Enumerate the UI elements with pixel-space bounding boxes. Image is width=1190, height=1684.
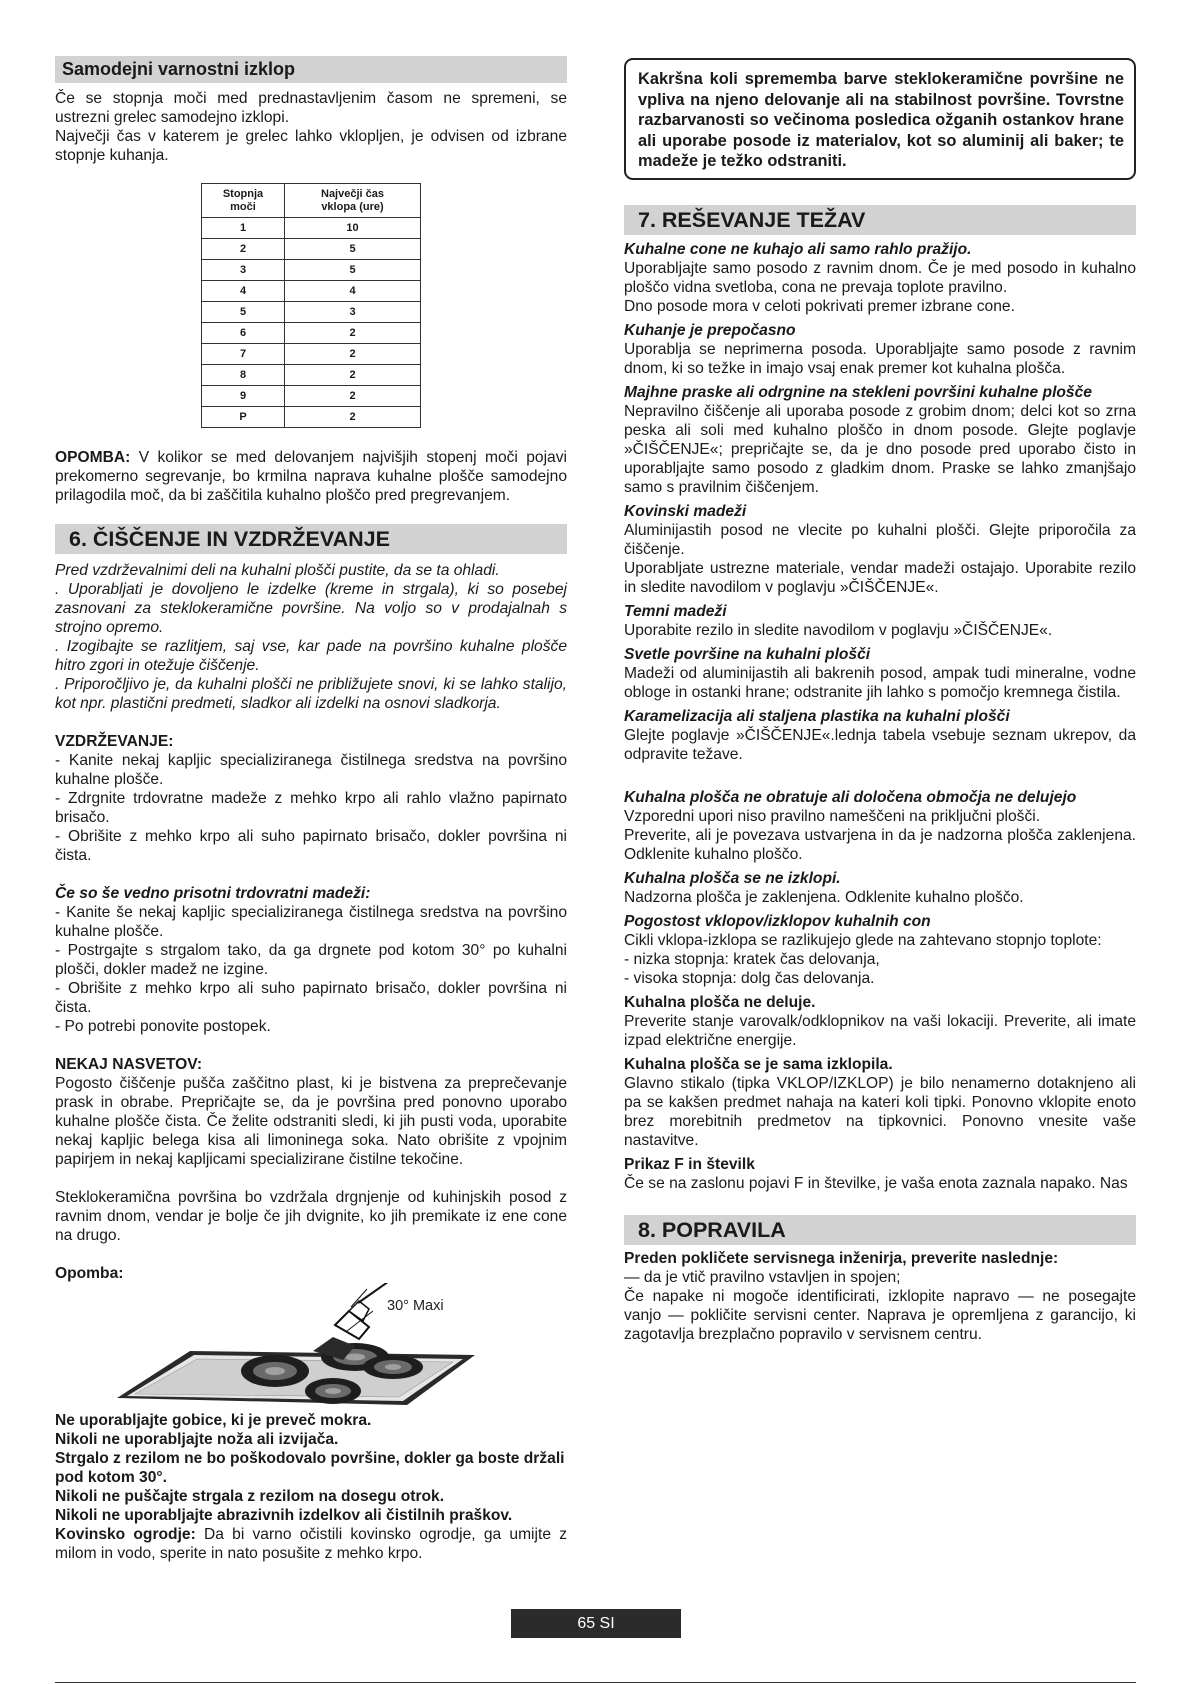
table-row bbox=[202, 323, 421, 344]
warning-item: Strgalo z rezilom ne bo poškodovalo površine, dokler ga boste držali pod kotom 30°. bbox=[55, 1450, 565, 1486]
max-hours-cell: 2 bbox=[285, 407, 421, 428]
stubborn-heading: Če so še vedno prisotni trdovratni madeži: bbox=[55, 885, 371, 902]
tips-paragraph: Pogosto čiščenje pušča zaščitno plast, ki je bistvena za preprečevanje prask in obrabe. Prepričajte se, da je površina pred ponovno uporabo kuhalne plošče čista. Če želite odstraniti sledi, ki jih pusti voda, uporabite nekaj kapljic belega kisa ali limoninega soka. Nato obrišite z vpojnim papirjem in nekaj kapljicami specializirane čistilne tekočine. bbox=[55, 1075, 567, 1168]
cleaning-intro-2: . Uporabljati je dovoljeno le izdelke (kreme in strgala), ki so posebej zasnovani za steklokeramične površine. Na voljo so v prodajalnah s strojno opremo. bbox=[55, 581, 567, 636]
stubborn-item: - Po potrebi ponovite postopek. bbox=[55, 1018, 271, 1035]
issue-title: Temni madeži bbox=[624, 602, 727, 620]
max-hours-cell: 2 bbox=[285, 344, 421, 365]
power-level-cell: 8 bbox=[202, 365, 285, 386]
troubleshooting-heading: 7. REŠEVANJE TEŽAV bbox=[624, 205, 1136, 235]
stubborn-item: - Postrgajte s strgalom tako, da ga drgnete pod kotom 30° po kuhalni plošči, dokler madež ne izgine. bbox=[55, 942, 567, 978]
issue-text: Nepravilno čiščenje ali uporaba posode z grobim dnom; delci kot so zrna peska ali soli med kuhalno ploščo in dnom posode. Glejte poglavje »ČIŠČENJE«; prepričajte se, da je dno posode pred uporabo čisto in uporabljajte samo posodo z gladkim dnom. Praske se lahko zmanjšajo samo s pravilnim čiščenjem. bbox=[624, 402, 1136, 496]
max-hours-cell: 2 bbox=[285, 323, 421, 344]
max-hours-cell: 2 bbox=[285, 386, 421, 407]
issue-title: Pogostost vklopov/izklopov kuhalnih con bbox=[624, 912, 931, 930]
frame-paragraph: Kovinsko ogrodje: Da bi varno očistili kovinsko ogrodje, ga umijte z milom in vodo, sperite in nato posušite z mehko krpo. bbox=[55, 1526, 567, 1562]
issue-text: Vzporedni upori niso pravilno nameščeni na priključni plošči. bbox=[624, 807, 1041, 825]
repairs-heading: 8. POPRAVILA bbox=[624, 1215, 1136, 1245]
issue-title: Svetle površine na kuhalni plošči bbox=[624, 645, 871, 663]
footer-rule bbox=[55, 1682, 1136, 1683]
issue-text: Nadzorna plošča je zaklenjena. Odklenite kuhalno ploščo. bbox=[624, 888, 1024, 906]
table-row bbox=[202, 239, 421, 260]
maintenance-item: - Zdrgnite trdovratne madeže z mehko krpo ali rahlo vlažno papirnato brisačo. bbox=[55, 790, 567, 826]
issue-text: - nizka stopnja: kratek čas delovanja, bbox=[624, 950, 880, 968]
power-level-cell: P bbox=[202, 407, 285, 428]
issue-title: Kuhalna plošča se ne izklopi. bbox=[624, 869, 841, 887]
glass-paragraph: Steklokeramična površina bo vzdržala drgnjenje od kuhinjskih posod z ravnim dnom, vendar je bolje če jih dvignite, ko jih premikate iz ene cone na drugo. bbox=[55, 1189, 567, 1244]
table-row bbox=[202, 365, 421, 386]
right-column bbox=[624, 58, 1136, 1344]
power-time-table bbox=[201, 183, 421, 428]
issue-text: Uporablja se neprimerna posoda. Uporabljajte samo posode z ravnim dnom, ki so težke in imajo vsaj enak premer kot kuhalna plošča. bbox=[624, 340, 1136, 377]
issue-text: - visoka stopnja: dolg čas delovanja. bbox=[624, 969, 875, 987]
warning-item: Nikoli ne uporabljajte abrazivnih izdelkov ali čistilnih praškov. bbox=[55, 1507, 513, 1524]
warning-item: Ne uporabljajte gobice, ki je preveč mokra. bbox=[55, 1412, 372, 1429]
power-level-cell: 7 bbox=[202, 344, 285, 365]
auto-off-paragraph: Če se stopnja moči med prednastavljenim časom ne spremeni, se ustrezni grelec samodejno izklopi. bbox=[55, 90, 567, 126]
issue-text: Uporabljate ustrezne materiale, vendar madeži ostajajo. Uporabite rezilo in sledite navodilom v poglavju »ČIŠČENJE«. bbox=[624, 559, 1136, 596]
max-hours-cell: 10 bbox=[285, 218, 421, 239]
issue-text: Uporabljajte samo posodo z ravnim dnom. Če je med posodo in kuhalno ploščo vidna svetloba, cona ne prevaja toplote pravilno. bbox=[624, 259, 1136, 296]
tips-heading: NEKAJ NASVETOV: bbox=[55, 1056, 203, 1073]
max-hours-cell: 3 bbox=[285, 302, 421, 323]
issue-title: Kuhalna plošča ne deluje. bbox=[624, 993, 816, 1011]
issue-text: Uporabite rezilo in sledite navodilom v poglavju »ČIŠČENJE«. bbox=[624, 621, 1053, 639]
max-hours-cell: 4 bbox=[285, 281, 421, 302]
issue-title: Kuhalna plošča ne obratuje ali določena območja ne delujejo bbox=[624, 788, 1077, 806]
auto-off-paragraph-2: Največji čas v katerem je grelec lahko vklopljen, je odvisen od izbrane stopnje kuhanja. bbox=[55, 128, 567, 164]
power-level-cell: 2 bbox=[202, 239, 285, 260]
table-row bbox=[202, 281, 421, 302]
table-header-time: Največji čas vklopa (ure) bbox=[285, 184, 421, 218]
repairs-text: Če napake ni mogoče identificirati, izklopite napravo — ne posegajte vanjo — pokličite servisni center. Naprava je opremljena z garancijo, ki zagotavlja brezplačno popravilo v servisnem centru. bbox=[624, 1287, 1136, 1343]
table-header-power: Stopnja moči bbox=[202, 184, 285, 218]
table-row bbox=[202, 218, 421, 239]
power-level-cell: 3 bbox=[202, 260, 285, 281]
issue-title: Kuhalne cone ne kuhajo ali samo rahlo pražijo. bbox=[624, 240, 972, 258]
max-hours-cell: 5 bbox=[285, 260, 421, 281]
scraper-illustration bbox=[55, 1283, 567, 1408]
table-row bbox=[202, 344, 421, 365]
cleaning-intro-4: . Priporočljivo je, da kuhalni plošči ne približujete snovi, ki se lahko stalijo, kot npr. plastični predmeti, sladkor ali izdelki na osnovi sladkorja. bbox=[55, 676, 567, 712]
issue-title: Karamelizacija ali staljena plastika na kuhalni plošči bbox=[624, 707, 1010, 725]
table-row bbox=[202, 260, 421, 281]
left-column bbox=[55, 56, 567, 1563]
max-hours-cell: 2 bbox=[285, 365, 421, 386]
cleaning-intro-3: . Izogibajte se razlitjem, saj vse, kar pade na površino kuhalne plošče hitro zgori in otežuje čiščenje. bbox=[55, 638, 567, 674]
warning-item: Nikoli ne puščajte strgala z rezilom na dosegu otrok. bbox=[55, 1488, 445, 1505]
issue-text: Preverite, ali je povezava ustvarjena in da je nadzorna plošča zaklenjena. Odklenite kuhalno ploščo. bbox=[624, 826, 1136, 863]
page-number: 65 SI bbox=[511, 1609, 681, 1638]
warning-item: Nikoli ne uporabljajte noža ali izvijača. bbox=[55, 1431, 339, 1448]
issue-title: Kuhanje je prepočasno bbox=[624, 321, 796, 339]
angle-label: 30° Maxi bbox=[387, 1298, 444, 1314]
auto-off-heading: Samodejni varnostni izklop bbox=[55, 56, 567, 83]
power-level-cell: 1 bbox=[202, 218, 285, 239]
issue-text: Cikli vklopa-izklopa se razlikujejo glede na zahtevano stopnjo toplote: bbox=[624, 931, 1102, 949]
issue-title: Prikaz F in številk bbox=[624, 1155, 755, 1173]
issue-text: Madeži od aluminijastih ali bakrenih posod, ampak tudi mineralne, vodne obloge in ostanki hrane; odstranite jih lahko s pomočjo kremnega čistila. bbox=[624, 664, 1136, 701]
max-hours-cell: 5 bbox=[285, 239, 421, 260]
cleaning-intro-1: Pred vzdrževalnimi deli na kuhalni plošči pustite, da se ta ohladi. bbox=[55, 562, 500, 579]
stubborn-item: - Obrišite z mehko krpo ali suho papirnato brisačo, dokler površina ni čista. bbox=[55, 980, 567, 1016]
power-level-cell: 6 bbox=[202, 323, 285, 344]
discoloration-notice-box bbox=[624, 58, 1136, 180]
issue-text: Če se na zaslonu pojavi F in številke, je vaša enota zaznala napako. Nas bbox=[624, 1174, 1128, 1192]
power-level-cell: 4 bbox=[202, 281, 285, 302]
note-label: OPOMBA: bbox=[55, 449, 131, 466]
maintenance-item: - Kanite nekaj kapljic specializiranega čistilnega sredstva na površino kuhalne plošče. bbox=[55, 752, 567, 788]
issue-text: Preverite stanje varovalk/odklopnikov na vaši lokaciji. Preverite, ali imate izpad električne energije. bbox=[624, 1012, 1136, 1049]
issue-text: Dno posode mora v celoti pokrivati premer izbrane cone. bbox=[624, 297, 1015, 315]
discoloration-notice-text: Kakršna koli sprememba barve steklokeramične površine ne vpliva na njeno delovanje ali na stabilnost površine. Tovrstne razbarvanosti so večinoma posledica ožganih ostankov hrane ali uporabe posode iz materialov, kot so aluminij ali baker; te madeže je težko odstraniti. bbox=[638, 70, 1124, 170]
table-row bbox=[202, 302, 421, 323]
stubborn-item: - Kanite še nekaj kapljic specializiranega čistilnega sredstva na površino kuhalne plošče. bbox=[55, 904, 567, 940]
table-row bbox=[202, 407, 421, 428]
maintenance-heading: VZDRŽEVANJE: bbox=[55, 733, 174, 750]
power-level-cell: 5 bbox=[202, 302, 285, 323]
hob-scraper-illustration bbox=[55, 1283, 567, 1408]
remark-label: Opomba: bbox=[55, 1265, 124, 1282]
power-level-cell: 9 bbox=[202, 386, 285, 407]
table-row bbox=[202, 386, 421, 407]
note-paragraph: OPOMBA: V kolikor se med delovanjem najvišjih stopenj moči pojavi prekomerno segrevanje, bo krmilna naprava kuhalne plošče samodejno prilagodila moč, da bi zaščitila kuhalno ploščo pred pregrevanjem. bbox=[55, 449, 567, 504]
issue-text: Aluminijastih posod ne vlecite po kuhalni plošči. Glejte priporočila za čiščenje. bbox=[624, 521, 1136, 558]
maintenance-item: - Obrišite z mehko krpo ali suho papirnato brisačo, dokler površina ni čista. bbox=[55, 828, 567, 864]
issue-title: Kuhalna plošča se je sama izklopila. bbox=[624, 1055, 893, 1073]
repairs-lead: Preden pokličete servisnega inženirja, preverite naslednje: bbox=[624, 1249, 1059, 1267]
issue-text: Glavno stikalo (tipka VKLOP/IZKLOP) je bilo nenamerno dotaknjeno ali pa se kakšen predmet nahaja na kateri koli tipki. Ponovno vklopite enoto brez morebitnih predmetov na tipkovnici. Ponovno vnesite vaše nastavitve. bbox=[624, 1074, 1136, 1149]
cleaning-heading: 6. ČIŠČENJE IN VZDRŽEVANJE bbox=[55, 524, 567, 554]
repairs-item: — da je vtič pravilno vstavljen in spojen; bbox=[624, 1268, 901, 1286]
issue-text: Glejte poglavje »ČIŠČENJE«.lednja tabela vsebuje seznam ukrepov, da odpravite težave. bbox=[624, 726, 1136, 763]
issue-title: Majhne praske ali odrgnine na stekleni površini kuhalne plošče bbox=[624, 383, 1092, 401]
issue-title: Kovinski madeži bbox=[624, 502, 747, 520]
frame-label: Kovinsko ogrodje: bbox=[55, 1526, 196, 1543]
